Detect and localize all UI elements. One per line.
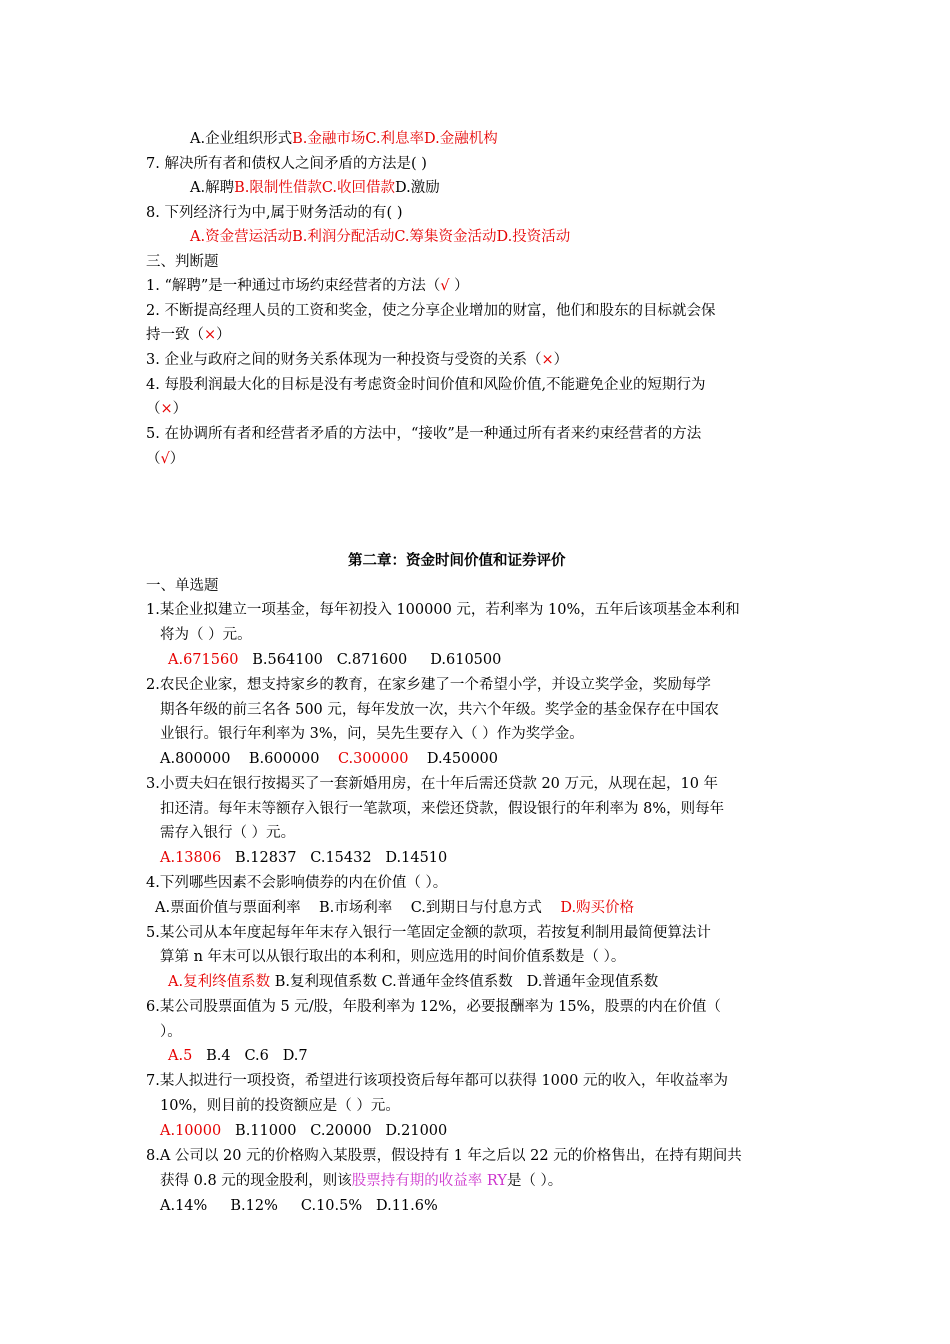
answer-option-d: D.投资活动 [496,229,571,245]
question-8-stem: 8. 下列经济行为中,属于财务活动的有( ) [146,205,403,221]
judge-text: 持一致（ [146,327,204,343]
other-options: B.11000 C.20000 D.21000 [221,1123,448,1139]
c2-q6-line2: ）。 [160,1024,182,1040]
c2-q1-line2: 将为（ ）元。 [160,627,252,643]
c2-q7-line1: 7.某人拟进行一项投资，希望进行该项投资后每年都可以获得 1000 元的收入，年收益率为 [146,1073,728,1089]
option-d: D.450000 [408,751,498,767]
other-options: A.票面价值与票面利率 B.市场利率 C.到期日与付息方式 [155,900,561,916]
c2-q7-options [160,1119,447,1143]
judge-answer: × [204,327,217,343]
other-options: B.复利现值系数 C.普通年金终值系数 D.普通年金现值系数 [270,974,659,990]
judge-item-2-line1: 2. 不断提高经理人员的工资和奖金，使之分享企业增加的财富，他们和股东的目标就会保 [146,303,716,319]
judge-close: ） [216,327,231,343]
answer-option-a: A.10000 [160,1123,222,1139]
c2-q5-options [168,970,658,994]
judge-item-5-line1: 5. 在协调所有者和经营者矛盾的方法中，“接收”是一种通过所有者来约束经营者的方法 [146,426,702,442]
c2-q3-line1: 3.小贾夫妇在银行按揭买了一套新婚用房，在十年后需还贷款 20 万元，从现在起，10 年 [146,776,719,792]
option-a: A.解聘 [190,180,235,196]
judge-close: ） [553,352,569,368]
judge-item-4-line2 [146,397,187,421]
c2-q2-line3: 业银行。银行年利率为 3%，问，吴先生要存入（ ）作为奖学金。 [160,726,584,742]
c2-q3-line2: 扣还清。每年末等额存入银行一笔款项，来偿还贷款，假设银行的年利率为 8%，则每年 [160,801,725,817]
section-heading-single-choice: 一、单选题 [146,578,219,594]
c2-q2-options [160,747,498,771]
answer-option-b: B.金融市场 [292,131,366,147]
judge-close: ） [449,278,469,294]
judge-text: 3. 企业与政府之间的财务关系体现为一种投资与受资的关系（ [146,352,542,368]
answer-option-a: A.13806 [160,850,222,866]
q7-options [190,176,440,200]
judge-answer: × [160,401,173,417]
judge-text: 1. “解聘”是一种通过市场约束经营者的方法（ [146,278,441,294]
answer-option-c: C.利息率 [365,131,425,147]
c2-q8-line1: 8.A 公司以 20 元的价格购入某股票，假设持有 1 年之后以 22 元的价格售出，在持有期间共 [146,1148,742,1164]
answer-option-c: C.筹集资金活动 [394,229,497,245]
judge-item-4-line1: 4. 每股利润最大化的目标是没有考虑资金时间价值和风险价值,不能避免企业的短期行为 [146,377,706,393]
other-options: B.12837 C.15432 D.14510 [221,850,448,866]
judge-item-5-line2 [146,447,184,471]
c2-q6-line1: 6.某公司股票面值为 5 元/股，年股利率为 12%，必要报酬率为 15%，股票的内在价值（ [146,999,721,1015]
judge-item-3 [146,348,568,372]
c2-q4-options [155,896,634,920]
c2-q2-line1: 2.农民企业家，想支持家乡的教育，在家乡建了一个希望小学，并设立奖学金，奖励每学 [146,677,711,693]
c2-q5-line1: 5.某公司从本年度起每年年末存入银行一笔固定金额的款项，若按复利制用最简便算法计 [146,925,711,941]
q8-options [190,225,570,249]
c2-q4-line1: 4.下列哪些因素不会影响债券的内在价值（ ）。 [146,875,448,891]
option-d: D.激励 [395,180,440,196]
c2-q6-options [168,1044,308,1068]
question-text: 是（ ）。 [506,1173,563,1189]
judge-item-1 [146,274,469,298]
judge-answer: √ [440,278,450,294]
answer-option-b: B.利润分配活动 [292,229,395,245]
c2-q1-line1: 1.某企业拟建立一项基金，每年初投入 100000 元，若利率为 10%，五年后该项基金本利和 [146,602,740,618]
answer-option-a: A.5 [168,1048,193,1064]
c2-q8-options: A.14% B.12% C.10.5% D.11.6% [160,1198,438,1214]
answer-option-a: A.资金营运活动 [190,229,293,245]
q6-options [190,127,498,151]
chapter-title: 第二章：资金时间价值和证券评价 [348,552,566,569]
c2-q8-line2 [160,1169,562,1193]
judge-answer: × [541,352,554,368]
c2-q5-line2: 算第 n 年末可以从银行取出的本利和，则应选用的时间价值系数是（ ）。 [160,949,626,965]
answer-option-c: C.收回借款 [321,180,396,196]
other-options: B.564100 C.871600 D.610500 [238,652,502,668]
c2-q3-line3: 需存入银行（ ）元。 [160,825,296,841]
question-7-stem: 7. 解决所有者和债权人之间矛盾的方法是( ) [146,156,427,172]
c2-q1-options [168,648,501,672]
other-options: B.4 C.6 D.7 [192,1048,308,1064]
answer-option-b: B.限制性借款 [234,180,322,196]
answer-option-d: D.金融机构 [424,131,498,147]
judge-open: （ [146,401,161,417]
c2-q3-options [160,846,447,870]
question-text: 获得 0.8 元的现金股利，则该 [160,1173,352,1189]
option-a: A.企业组织形式 [190,131,293,147]
c2-q7-line2: 10%，则目前的投资额应是（ ）元。 [160,1098,400,1114]
judge-answer: √ [160,451,170,467]
highlighted-term: 股票持有期的收益率 RY [351,1173,507,1189]
c2-q2-line2: 期各年级的前三名各 500 元，每年发放一次，共六个年级。奖学金的基金保存在中国农 [160,702,719,718]
answer-option-d: D.购买价格 [560,900,635,916]
answer-option-a: A.671560 [168,652,239,668]
judge-open: （ [146,451,161,467]
judge-item-2-line2 [146,323,231,347]
other-options: A.800000 B.600000 [160,751,338,767]
answer-option-a: A.复利终值系数 [168,974,271,990]
section-heading-judge: 三、判断题 [146,254,219,270]
answer-option-c: C.300000 [337,751,409,767]
judge-close: ） [169,451,185,467]
judge-close: ） [172,401,188,417]
